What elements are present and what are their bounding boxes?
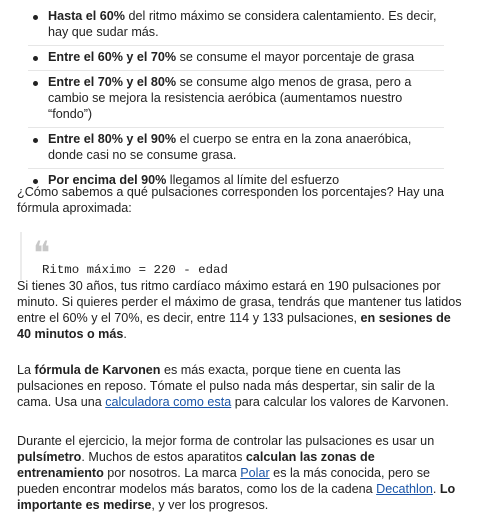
zone-description: del ritmo máximo se considera calentamiento. Es decir, hay que sudar más. <box>48 9 437 39</box>
bullet-icon <box>33 138 38 143</box>
bullet-icon <box>33 56 38 61</box>
zone-label: Entre el 80% y el 90% <box>48 132 177 146</box>
calculator-link[interactable]: calculadora como esta <box>105 395 232 409</box>
list-item <box>28 5 444 46</box>
intro-paragraph: ¿Cómo sabemos a qué pulsaciones corresponden los porcentajes? Hay una fórmula aproximada: <box>17 185 445 215</box>
zone-description: el cuerpo se entra en la zona anaeróbica, donde casi no se consume grasa. <box>48 132 412 162</box>
karvonen-paragraph: La fórmula de Karvonen es más exacta, porque tiene en cuenta las pulsaciones en reposo. Tómate el pulso nada más despertar, sin salir de la cama. Usa una calculadora como esta para calcular los valores de Karvonen. <box>17 363 449 409</box>
zone-description: se consume algo menos de grasa, pero a cambio se mejora la resistencia aeróbica (aumentamos nuestro “fondo”) <box>48 75 412 121</box>
decathlon-link[interactable]: Decathlon <box>376 482 433 496</box>
polar-link[interactable]: Polar <box>240 466 270 480</box>
zone-label: Por encima del 90% <box>48 173 167 187</box>
quote-icon: ❝ <box>33 234 51 272</box>
list-item <box>28 46 444 71</box>
zone-label: Entre el 70% y el 80% <box>48 75 177 89</box>
zone-description: se consume el mayor porcentaje de grasa <box>176 50 415 64</box>
zone-description: llegamos al límite del esfuerzo <box>166 173 340 187</box>
list-item <box>28 71 444 128</box>
pulsometer-paragraph: Durante el ejercicio, la mejor forma de controlar las pulsaciones es usar un pulsímetro. Muchos de estos aparatitos calculan las zonas de entrenamiento por nosotros. La marca Polar es la más conocida, pero se pueden encontrar modelos más baratos, como los de la cadena Decathlon. Lo importante es medirse, y ver los progresos. <box>17 434 456 512</box>
blockquote-bar <box>20 232 22 280</box>
example-paragraph: Si tienes 30 años, tus ritmo cardíaco máximo estará en 190 pulsaciones por minuto. Si quieres perder el máximo de grasa, tendrás que mantener tus latidos entre el 60% y el 70%, es decir, entre 114 y 133 pulsaciones, en sesiones de 40 minutos o más. <box>17 279 462 341</box>
bullet-icon <box>33 81 38 86</box>
zone-label: Hasta el 60% <box>48 9 126 23</box>
bullet-icon <box>33 15 38 20</box>
heart-rate-zone-list <box>28 5 444 193</box>
formula-code: Ritmo máximo = 220 - edad <box>42 263 228 277</box>
list-item <box>28 128 444 169</box>
zone-label: Entre el 60% y el 70% <box>48 50 177 64</box>
